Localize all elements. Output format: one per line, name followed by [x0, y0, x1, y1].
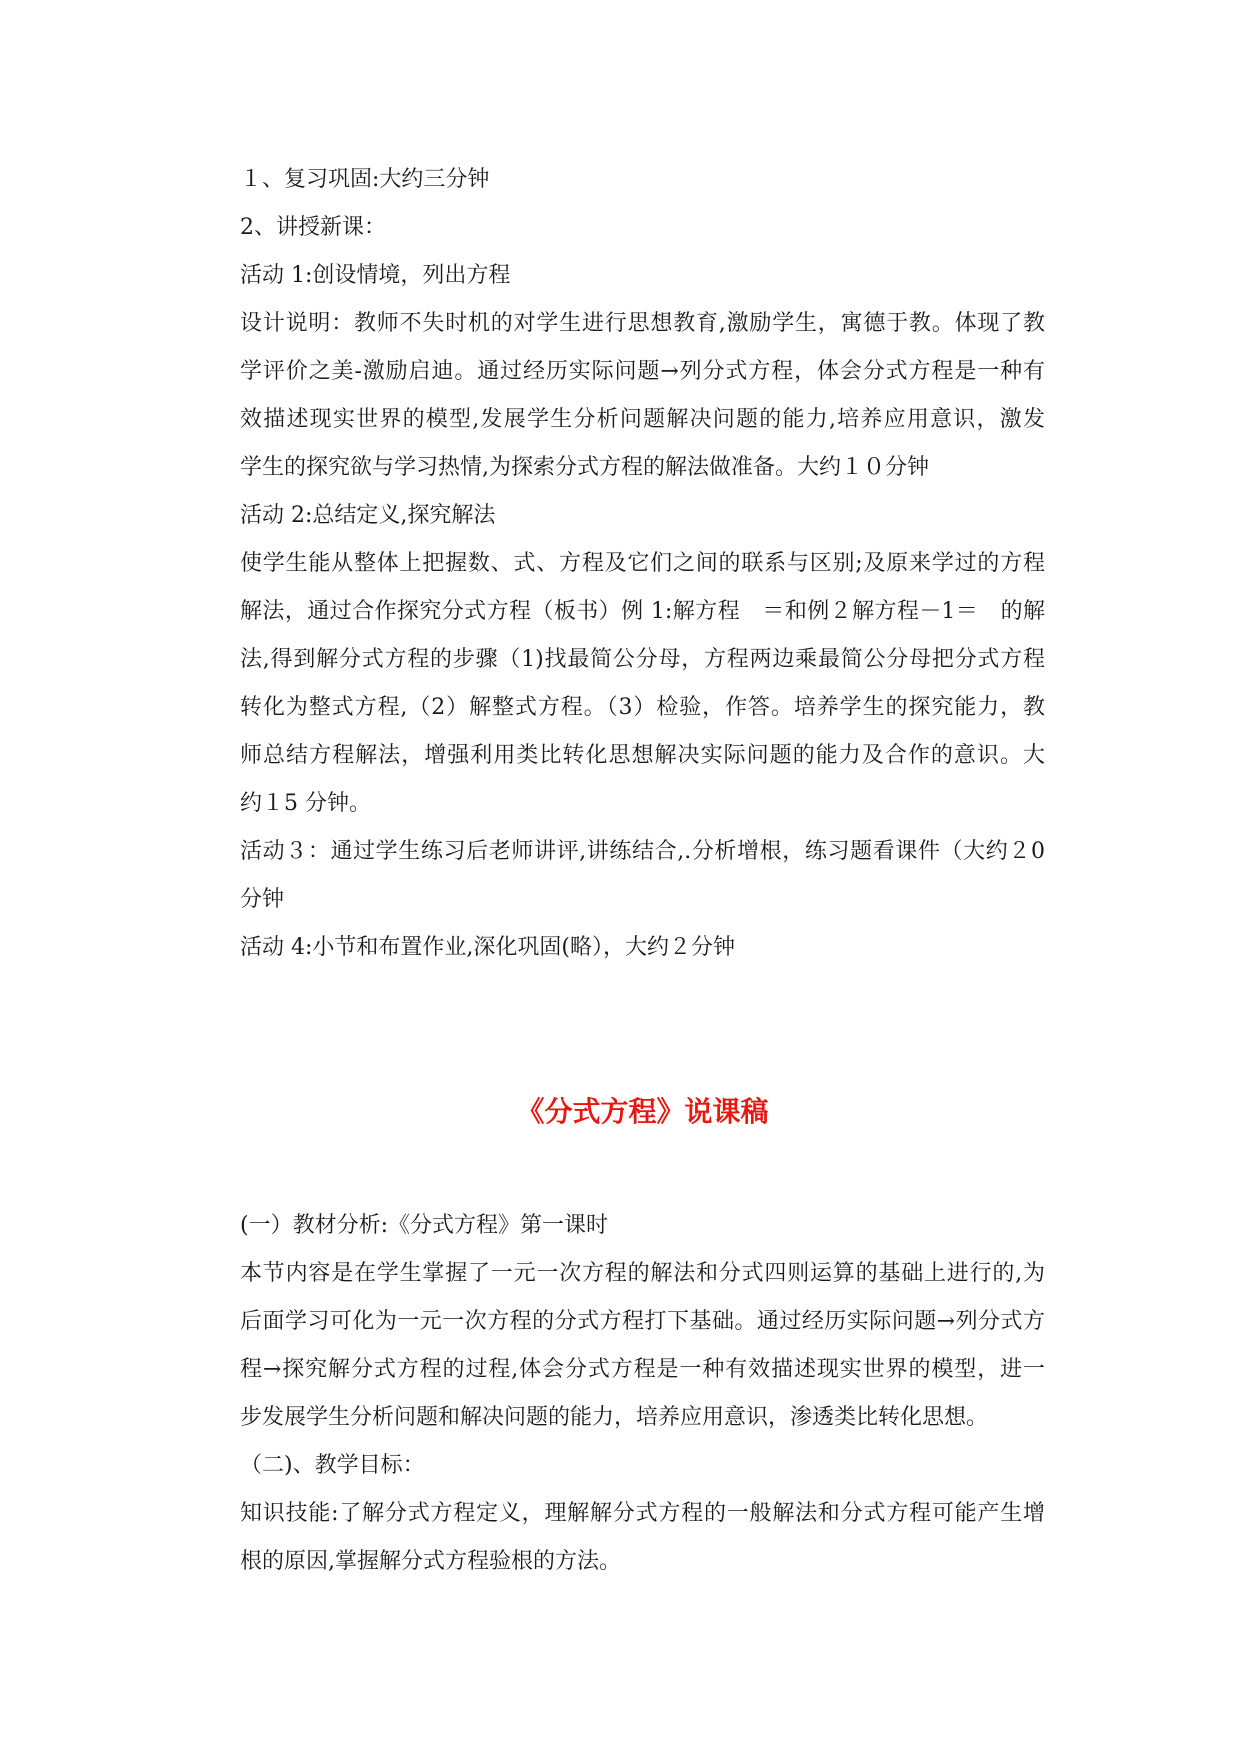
- paragraph-line: 转化为整式方程,（2）解整式方程。（3）检验，作答。培养学生的探究能力，教: [240, 695, 1045, 720]
- paragraph-line: 后面学习可化为一元一次方程的分式方程打下基础。通过经历实际问题→列分式方: [240, 1309, 1045, 1334]
- section-heading-goals: （二)、教学目标：: [240, 1453, 425, 1478]
- activity3-paragraph: [240, 828, 1045, 924]
- section-heading-analysis: (一）教材分析:《分式方程》第一课时: [240, 1213, 608, 1238]
- paragraph-line: 学评价之美-激励启迪。通过经历实际问题→列分式方程，体会分式方程是一种有: [240, 359, 1045, 384]
- activity2-title: 活动 2:总结定义,探究解法: [240, 503, 496, 528]
- paragraph-line: 步发展学生分析问题和解决问题的能力，培养应用意识，渗透类比转化思想。: [240, 1405, 989, 1430]
- paragraph-line: 设计说明：教师不失时机的对学生进行思想教育,激励学生，寓德于教。体现了教: [240, 311, 1045, 336]
- document-page: [240, 156, 1045, 1586]
- paragraph-line: 程→探究解分式方程的过程,体会分式方程是一种有效描述现实世界的模型，进一: [240, 1357, 1045, 1382]
- paragraph-line: 师总结方程解法，增强利用类比转化思想解决实际问题的能力及合作的意识。大: [240, 743, 1045, 768]
- paragraph-line: 使学生能从整体上把握数、式、方程及它们之间的联系与区别;及原来学过的方程: [240, 551, 1045, 576]
- paragraph-line: 效描述现实世界的模型,发展学生分析问题解决问题的能力,培养应用意识，激发: [240, 407, 1045, 432]
- paragraph-line: 约１5 分钟。: [240, 791, 371, 816]
- paragraph-line: 分钟: [240, 887, 285, 912]
- review-item: １、复习巩固:大约三分钟: [240, 167, 490, 192]
- design-note-paragraph: [240, 300, 1045, 492]
- paragraph-line: 学生的探究欲与学习热情,为探索分式方程的解法做准备。大约１０分钟: [240, 455, 929, 480]
- analysis-paragraph: [240, 1250, 1045, 1442]
- activity4-line: 活动 4:小节和布置作业,深化巩固(略），大约２分钟: [240, 935, 735, 960]
- new-lesson-item: 2、讲授新课：: [240, 215, 386, 240]
- paragraph-line: 本节内容是在学生掌握了一元一次方程的解法和分式四则运算的基础上进行的,为: [240, 1261, 1045, 1286]
- activity1-title: 活动 1:创设情境，列出方程: [240, 263, 511, 288]
- paragraph-line: 知识技能:了解分式方程定义，理解解分式方程的一般解法和分式方程可能产生增: [240, 1501, 1045, 1526]
- paragraph-line: 解法，通过合作探究分式方程（板书）例 1:解方程 ＝和例２解方程－1＝ 的解: [240, 599, 1045, 624]
- activity2-paragraph: [240, 540, 1045, 828]
- paragraph-line: 根的原因,掌握解分式方程验根的方法。: [240, 1549, 621, 1574]
- document-title: 《分式方程》说课稿: [516, 1095, 769, 1128]
- goals-paragraph: [240, 1490, 1045, 1586]
- paragraph-line: 法,得到解分式方程的步骤（1)找最简公分母，方程两边乘最简公分母把分式方程: [240, 647, 1045, 672]
- paragraph-line: 活动３：通过学生练习后老师讲评,讲练结合,.分析增根，练习题看课件（大约２0: [240, 839, 1045, 864]
